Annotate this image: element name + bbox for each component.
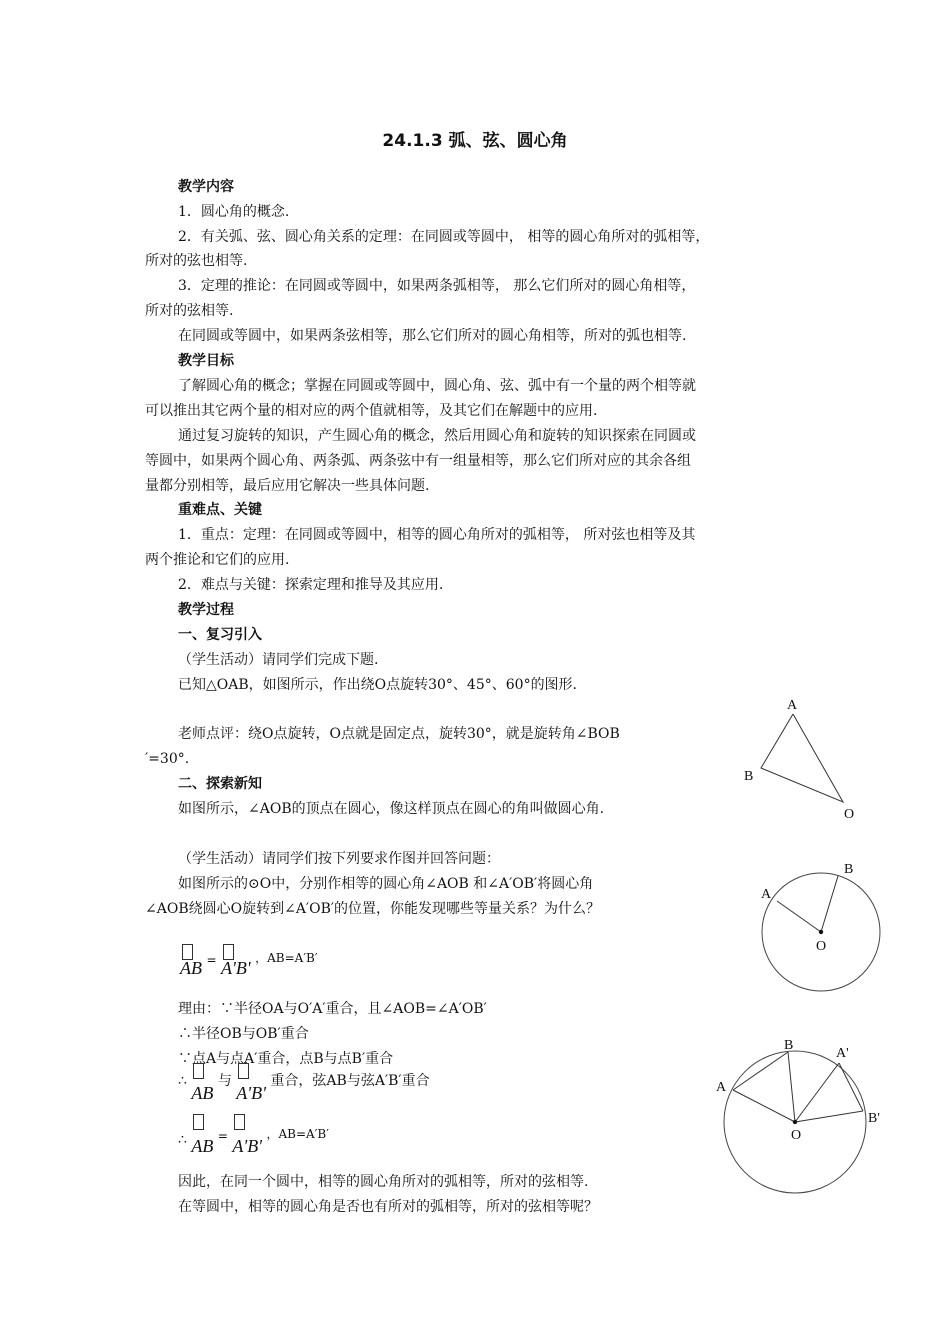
text-line: 在同圆或等圆中，如果两条弦相等，那么它们所对的圆心角相等，所对的弧也相等.: [178, 328, 687, 344]
text-line: 2．难点与关键：探索定理和推导及其应用.: [178, 577, 444, 593]
point-label-a: A: [787, 698, 798, 713]
text-line: ′=30°.: [145, 751, 190, 767]
text-line: 3．定理的推论：在同圆或等圆中，如果两条弧相等， 那么它们所对的圆心角相等，: [178, 278, 696, 294]
radius-ob: [788, 1052, 795, 1122]
heading-process: 教学过程: [178, 602, 234, 618]
arc-coincide-line: [178, 1073, 430, 1103]
point-label-a-prime: A': [836, 1046, 849, 1061]
arc-label: A'B': [232, 1136, 263, 1156]
therefore-symbol: ∴: [178, 1132, 187, 1148]
arc-label: AB: [180, 958, 202, 978]
text-line: 两个推论和它们的应用.: [145, 552, 290, 568]
arc-equation-1: [180, 951, 318, 980]
text-line: 量都分别相等，最后应用它解决一些具体问题.: [145, 478, 430, 494]
text-line: 等圆中，如果两个圆心角、两条弧、两条弦中有一组量相等，那么它们所对应的其余各组: [145, 453, 691, 469]
text-line: 1．重点：定理：在同圆或等圆中，相等的圆心角所对的弧相等， 所对弦也相等及其: [178, 527, 696, 543]
arc-symbol-icon: [193, 1063, 204, 1079]
radius-ob-prime: [795, 1111, 863, 1122]
text-line: 如图所示，∠AOB的顶点在圆心，像这样顶点在圆心的角叫做圆心角.: [178, 801, 605, 817]
center-point: [793, 1120, 797, 1124]
point-label-b: B: [744, 769, 754, 784]
text-line: （学生活动）请同学们按下列要求作图并回答问题：: [178, 851, 500, 867]
arc-symbol-icon: [238, 1063, 249, 1079]
point-label-o: O: [816, 939, 827, 954]
text-line: 了解圆心角的概念；掌握在同圆或等圆中，圆心角、弦、弧中有一个量的两个相等就: [178, 378, 696, 394]
radius-oa: [777, 901, 821, 932]
text-line: 如图所示的⊙O中，分别作相等的圆心角∠AOB 和∠A′OB′将圆心角: [178, 876, 594, 892]
text-line: 因此，在同一个圆中，相等的圆心角所对的弧相等，所对的弦相等.: [178, 1174, 589, 1190]
text-line: 2．有关弧、弦、圆心角关系的定理：在同圆或等圆中， 相等的圆心角所对的弧相等，: [178, 229, 710, 245]
text-line: 理由：∵半径OA与O′A′重合，且∠AOB=∠A′OB′: [178, 1001, 487, 1017]
point-label-o: O: [844, 807, 855, 822]
point-label-a: A: [761, 887, 772, 902]
text-line: 通过复习旋转的知识，产生圆心角的概念，然后用圆心角和旋转的知识探索在同圆或: [178, 428, 696, 444]
triangle-outline: [761, 714, 843, 802]
point-label-o: O: [791, 1128, 802, 1143]
equals-sign: =: [217, 1129, 228, 1143]
arc-label: AB: [191, 1136, 214, 1156]
arc-label: A'B': [220, 958, 251, 978]
point-label-a: A: [716, 1080, 727, 1095]
text-line: 老师点评：绕O点旋转，O点就是固定点，旋转30°，就是旋转角∠BOB: [178, 726, 620, 742]
arc-label: A'B': [236, 1083, 266, 1103]
chord-equation: ，AB=A′B′: [266, 1127, 329, 1141]
arc-label: AB: [191, 1083, 214, 1103]
point-label-b: B: [844, 862, 854, 877]
text-line: 1．圆心角的概念.: [178, 204, 290, 220]
chord-ab: [733, 1052, 788, 1090]
arc-symbol-icon: [182, 944, 193, 960]
radius-oa: [733, 1090, 795, 1122]
text-line: ∴半径OB与OB′重合: [178, 1026, 309, 1042]
text-line: 可以推出其它两个量的相对应的两个值就相等，及其它们在解题中的应用.: [145, 403, 598, 419]
arc-equation-2: [178, 1127, 329, 1156]
text-line: （学生活动）请同学们完成下题.: [178, 652, 379, 668]
circle-figure-2: [712, 1035, 892, 1200]
center-point: [819, 930, 823, 934]
radius-oa-prime: [795, 1063, 839, 1122]
text-line: ∠AOB绕圆心O旋转到∠A′OB′的位置，你能发现哪些等量关系？为什么？: [145, 901, 601, 917]
text-line: 所对的弦相等.: [145, 303, 234, 319]
chord-equation: ，AB=A′B′: [255, 951, 318, 965]
heading-explore: 二、探索新知: [178, 776, 262, 792]
text-line: 在等圆中，相等的圆心角是否也有所对的弧相等，所对的弦相等呢？: [178, 1199, 598, 1215]
arc-symbol-icon: [234, 1114, 245, 1130]
page-title: 24.1.3 弧、弦、圆心角: [382, 131, 568, 151]
coincide-text: 重合，弦AB与弦A′B′重合: [270, 1073, 430, 1089]
chord-a-prime-b-prime: [839, 1063, 863, 1111]
triangle-figure: [735, 690, 865, 825]
text-line: 所对的弦也相等.: [145, 253, 248, 269]
text-line: 已知△OAB，如图所示，作出绕O点旋转30°、45°、60°的图形.: [178, 677, 578, 693]
arc-symbol-icon: [223, 944, 234, 960]
heading-goals: 教学目标: [178, 353, 234, 369]
heading-content: 教学内容: [178, 179, 234, 195]
equals-sign: =: [206, 953, 217, 967]
point-label-b: B: [784, 1038, 794, 1053]
radius-ob: [821, 876, 838, 932]
circle-figure-1: [755, 855, 890, 995]
arc-symbol-icon: [193, 1114, 204, 1130]
heading-key-points: 重难点、关键: [178, 502, 262, 518]
text-line: ∵点A与点A′重合，点B与点B′重合: [178, 1051, 394, 1067]
point-label-b-prime: B': [868, 1111, 880, 1126]
connector-text: 与: [217, 1073, 232, 1089]
therefore-symbol: ∴: [178, 1073, 187, 1089]
heading-review: 一、复习引入: [178, 627, 262, 643]
